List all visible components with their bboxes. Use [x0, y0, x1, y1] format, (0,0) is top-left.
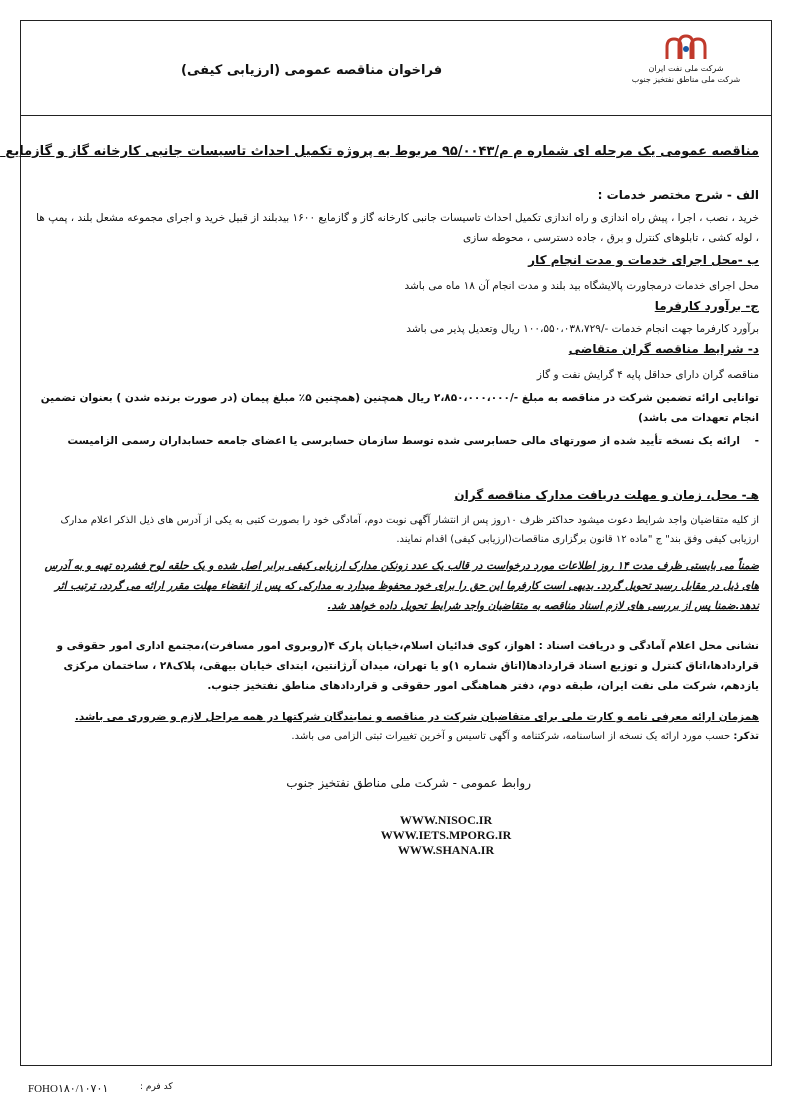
section-he-note — [31, 727, 759, 746]
section-alef-heading: الف - شرح مختصر خدمات : — [597, 188, 759, 202]
website-nisoc: WWW.NISOC.IR — [399, 813, 493, 827]
section-he-text4: همزمان ارائه معرفی نامه و کارت ملی برای متقاضیان شرکت در مناقصه و نمایندگان شرکتها در همه مراحل لازم و ضروری می باشد. — [74, 711, 759, 723]
page-title: فراخوان مناقصه عمومی (ارزیابی کیفی) — [181, 63, 443, 78]
section-he-heading: هـ- محل، زمان و مهلت دریافت مدارک مناقصه گران — [454, 488, 759, 502]
section-be-text: محل اجرای خدمات درمجاورت پالایشگاه بید بلند و مدت انجام آن ۱۸ ماه می باشد — [404, 280, 759, 292]
section-jim-heading: ج- برآورد کارفرما — [654, 299, 759, 313]
website-shana: WWW.SHANA.IR — [397, 843, 495, 857]
section-dal-heading: د- شرایط مناقصه گران متقاضی — [568, 342, 759, 356]
form-code: FOHO۱۸۰/۱۰۷۰۱ — [28, 1083, 109, 1095]
section-jim-text: برآورد کارفرما جهت انجام خدمات -/۱۰۰،۵۵۰،۰۳۸،۷۲۹ ریال وتعدیل پذیر می باشد — [406, 323, 759, 335]
section-he-text1: از کلیه متقاضیان واجد شرایط دعوت میشود حداکثر ظرف ۱۰روز پس از انتشار آگهی نوبت دوم، آمادگی خود را بصورت کتبی به یکی از آدرس های ذیل الذکر اعلام مدارک ارزیابی کیفی وفق بند" ج "ماده ۱۲ قانون برگزاری مناقصات(ارزیابی کیفی) اقدام نمایند. — [60, 515, 759, 545]
bullet-text: ارائه یک نسخه تأیید شده از صورتهای مالی حسابرسی شده توسط سازمان حسابرسی یا اعضای جامعه حسابداران رسمی الزامیست — [67, 435, 741, 447]
section-dal-text2: توانایی ارائه تضمین شرکت در مناقصه به مبلغ -/۲،۸۵۰،۰۰۰،۰۰۰ ریال همچنین (همچنین ۵٪ مبلغ پیمان (در صورت برنده شدن ) بعنوان تضمین انجام تعهدات می باشد) — [40, 392, 759, 424]
section-dal-text1: مناقصه گران دارای حداقل پایه ۴ گرایش نفت و گاز — [536, 369, 759, 381]
section-be-heading: ب -محل اجرای خدمات و مدت انجام کار — [528, 253, 759, 267]
note-text: حسب مورد ارائه یک نسخه از اساسنامه، شرکتنامه و آگهی تاسیس و آخرین تغییرات ثبتی الزامی می باشد. — [291, 731, 734, 742]
nioc-logo-icon — [663, 33, 709, 61]
bullet-mark: - — [754, 435, 759, 447]
section-he-text3: نشانی محل اعلام آمادگی و دریافت اسناد : اهواز، کوی فدائیان اسلام،خیابان پارک ۴(روبروی امور مسافرت)،مجتمع اداری امور حقوقی و قراردادها،اتاق کنترل و توزیع اسناد قراردادها(اتاق شماره ۱)و یا تهران، میدان آرژانتین، ابتدای خیابان بیهقی، پلاک۲۸ ، ساختمان مرکزی یازدهم، شرکت ملی نفت ایران، طبقه دوم، دفتر هماهنگی امور حقوقی و قراردادهای مناطق نفتخیز جنوب. — [56, 640, 759, 692]
company-logo-block — [631, 33, 741, 85]
tender-heading: مناقصه عمومی یک مرحله ای شماره م م/۹۵/۰۰۴۳ مربوط به پروژه تکمیل احداث تاسیسات جانبی کارخانه گاز و گازمایع — [5, 144, 759, 159]
section-he-text2: ضمناً می بایستی ظرف مدت ۱۴ روز اطلاعات مورد درخواست در قالب یک عدد زونکن مدارک ارزیابی کیفی برابر اصل شده و یک حلقه لوح فشرده تهیه و به آدرس های ذیل در مقابل رسید تحویل گردد. بدیهی است کارفرما این حق را برای خود محفوظ میدارد به مدارکی که پس از انقضاء مهلت مقرر ارائه می گردد، ترتیب اثر ندهد.ضمنا پس از بررسی های لازم اسناد مناقصه به متقاضیان واجد شرایط تحویل داده خواهد شد. — [44, 560, 759, 612]
document-page — [5, 20, 772, 1066]
company-name-line2: شرکت ملی مناطق نفتخیز جنوب — [631, 75, 741, 84]
main-content — [5, 116, 771, 1067]
section-alef-text: خرید ، نصب ، اجرا ، پیش راه اندازی و راه اندازی تکمیل احداث تاسیسات جانبی کارخانه گاز و گازمایع ۱۶۰۰ بیدبلند از قبیل خرید و اجرای مجموعه مشعل بلند ، پمپ ها ، لوله کشی ، تابلوهای کنترل و برق ، جاده دسترسی ، محوطه سازی — [36, 212, 759, 244]
websites — [366, 813, 526, 858]
company-name-line1: شرکت ملی نفت ایران — [648, 64, 724, 73]
header — [21, 21, 771, 116]
website-iets: WWW.IETS.MPORG.IR — [380, 828, 512, 842]
note-label: تذکر: — [733, 731, 759, 742]
signature: روابط عمومی - شرکت ملی مناطق نفتخیز جنوب — [286, 776, 531, 790]
form-code-label: کد فرم : — [140, 1082, 173, 1092]
section-dal-bullet — [31, 431, 759, 451]
